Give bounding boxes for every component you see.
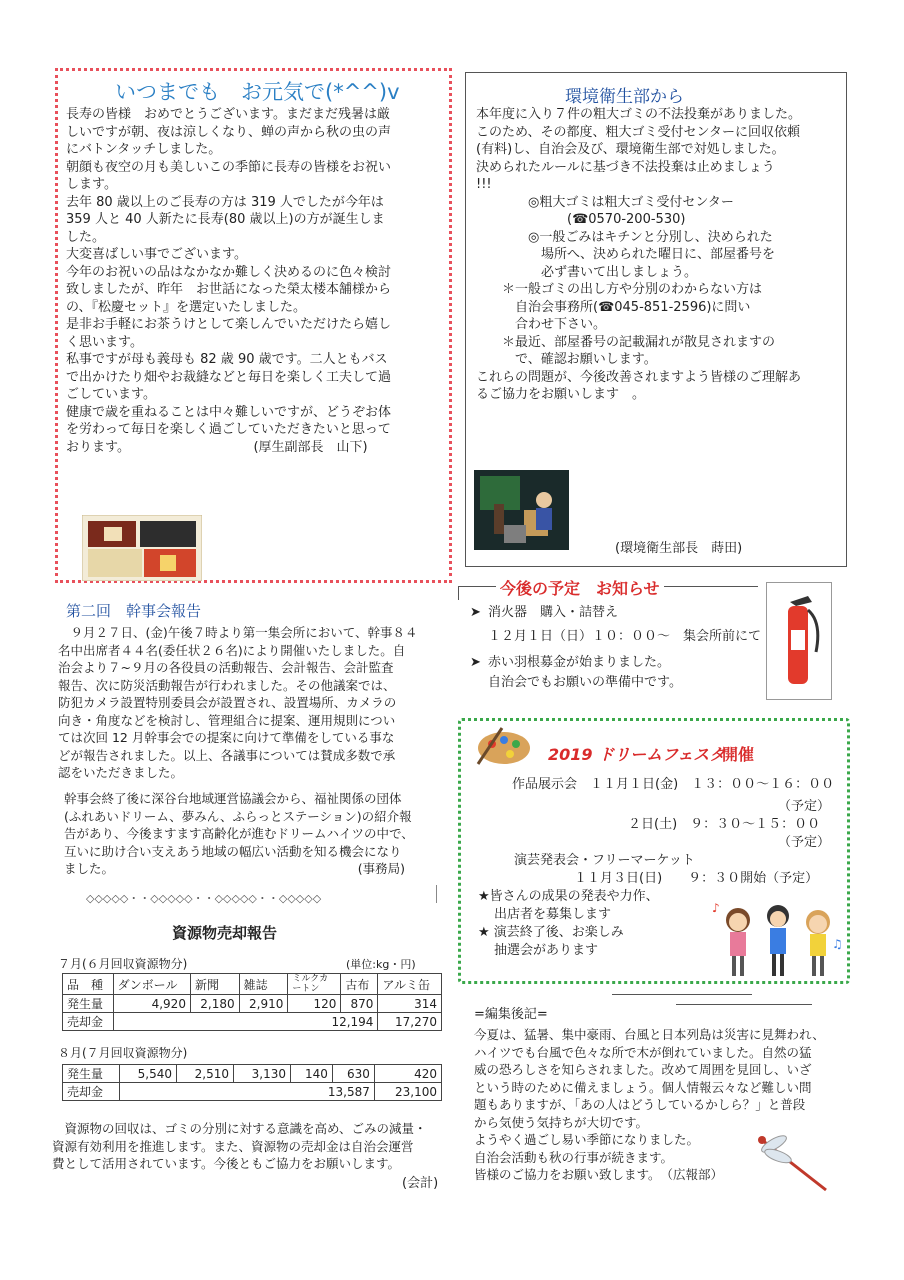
table-row (63, 1083, 442, 1101)
kanji-body (58, 624, 458, 782)
header-cell: ミルクカートン (288, 974, 341, 995)
table-row (63, 995, 442, 1013)
editor-line: 皆様のご協力をお願い致します。 （広報部） (474, 1167, 724, 1182)
editor-line: 題もありますが、「あの人はどうしているかしら？」と普段 (474, 1097, 806, 1112)
env-line: ◎粗大ゴミは粗大ゴミ受付センター (476, 194, 734, 210)
dream-line: （予定） (778, 835, 831, 850)
palette-icon (474, 724, 536, 768)
cell: 5,540 (120, 1065, 177, 1083)
cell: 870 (341, 995, 378, 1013)
gift-box-image (82, 515, 202, 581)
row-label: 売却金 (63, 1083, 120, 1101)
elderly-line: しいですが朝、夜は涼しくなり、蝉の声から秋の虫の声 (66, 124, 392, 140)
elderly-body (66, 106, 446, 456)
dream-note: ★皆さんの成果の発表や力作、 (478, 889, 659, 904)
cell: 4,920 (113, 995, 190, 1013)
header-cell: 雑誌 (239, 974, 288, 995)
kanji-line: ました。 (事務局) (64, 861, 406, 876)
header-cell: アルミ缶 (378, 974, 442, 995)
env-line: 必ず書いて出しましょう。 (476, 264, 698, 280)
resources-line: 費として活用されています。今後ともご協力をお願いします。 (52, 1156, 401, 1171)
elderly-line: ごしています。 (66, 387, 156, 402)
editor-line: から気使う気持ちが大切です。 (474, 1114, 649, 1130)
dream-title-suffix: 開催 (722, 745, 755, 764)
kanji-line: (ふれあいドリーム、夢みん、ふらっとステーション)の紹介報 (64, 808, 412, 824)
kanji-line: 報告、次に防災活動報告が行われました。その他議案では、 (58, 677, 396, 693)
env-line: るご協力をお願いします 。 (476, 387, 646, 402)
dream-line: （予定） (778, 799, 831, 814)
schedule-item: 消火器 購入・詰替え (488, 605, 619, 620)
cell: 3,130 (234, 1065, 291, 1083)
schedule-detail: 自治会でもお願いの準備中です。 (488, 675, 682, 690)
dream-line: 作品展示会 １１月１日(金) １３：００～１６：００ (512, 777, 835, 792)
resources-body (52, 1120, 452, 1173)
kanji-line: 名中出席者４４名(委任状２６名)により開催いたしました。自 (58, 642, 406, 658)
july-table (62, 973, 442, 1031)
resources-line: 資源物の回収は、ゴミの分別に対する意識を高め、ごみの減量・ (52, 1121, 427, 1136)
env-line: 決められたルールに基づき不法投棄は止めましょう (476, 159, 775, 175)
elderly-line: した。 (66, 229, 106, 245)
header-cell: 品 種 (63, 974, 114, 995)
table-row (63, 1013, 442, 1031)
header-cell: ダンボール (113, 974, 190, 995)
env-line: 本年度に入り７件の粗大ゴミの不法投棄がありました。 (476, 107, 802, 122)
svg-text:♪: ♪ (712, 901, 720, 915)
singing-kids-illustration (708, 898, 848, 982)
kanji-body-2 (64, 790, 454, 878)
elderly-line: 朝顔も夜空の月も美しいこの季節に長寿の皆様をお祝い (66, 159, 392, 175)
env-line: !!! (476, 177, 492, 192)
env-line: ◎一般ごみはキチンと分別し、決められた (476, 229, 773, 245)
header-cell: 古布 (341, 974, 378, 995)
aug-label: ８月(７月回収資源物分) (58, 1046, 188, 1060)
divider: ◇◇◇◇◇・・◇◇◇◇◇・・◇◇◇◇◇・・◇◇◇◇◇ (86, 892, 322, 905)
schedule-arrow-icon: ➤ (470, 655, 481, 670)
env-body (476, 106, 844, 404)
env-line: ＊最近、部屋番号の記載漏れが散見されますの (476, 334, 776, 350)
schedule-detail: １２月１日（日）１０：００～ 集会所前にて (488, 629, 762, 644)
dragonfly-icon (752, 1130, 832, 1200)
svg-text:♫: ♫ (832, 937, 843, 951)
dream-note: ★ 演芸終了後、お楽しみ (478, 925, 624, 940)
cell: 23,100 (374, 1083, 441, 1101)
kanji-title: 第二回 幹事会報告 (66, 602, 202, 620)
elderly-line: 致しましたが、昨年 お世話になった榮太楼本舗様から (66, 282, 392, 297)
elderly-line: 359 人と 40 人新たに長寿(80 歳以上)の方が誕生しま (66, 212, 385, 227)
kanji-line: 認をいただきました。 (58, 765, 184, 780)
elderly-line: 健康で歳を重ねることは中々難しいですが、どうぞお体 (66, 404, 392, 420)
schedule-arrow-icon: ➤ (470, 605, 481, 620)
elderly-line: します。 (66, 177, 117, 192)
cell: 314 (378, 995, 442, 1013)
july-label: ７月(６月回収資源物分) (58, 957, 188, 971)
dream-note: 出店者を募集します (494, 907, 612, 922)
elderly-line: 是非お手軽にお茶うけとして楽しんでいただけたら嬉し (66, 317, 392, 332)
elderly-line: 大変喜ばしい事でございます。 (66, 247, 247, 262)
dream-line: ２日(土) ９：３０～１５：００ (628, 817, 821, 832)
cell: 140 (291, 1065, 333, 1083)
editor-line: 威の恐ろしさを知らされました。改めて周囲を見回し、いざ (474, 1062, 812, 1077)
cell: 17,270 (378, 1013, 442, 1031)
kanji-line: 向き・角度などを検討し、管理組合に提案、運用規則につい (58, 712, 396, 728)
dream-note: 抽選会があります (494, 943, 599, 958)
table-row (63, 974, 442, 995)
kanji-line: ９月２７日、(金)午後７時より第一集会所において、幹事８４ (58, 625, 418, 640)
divider-bar (436, 885, 437, 903)
editor-title: =編集後記= (474, 1007, 548, 1022)
dumping-illustration (474, 470, 569, 550)
env-line: 自治会事務所(☎045-851-2596)に問い (476, 299, 751, 315)
elderly-line: く思います。 (66, 334, 143, 350)
dream-line: 演芸発表会・フリーマーケット (514, 853, 695, 868)
elderly-line: おります。 (厚生副部長 山下) (66, 439, 368, 455)
env-line: (☎0570-200-530) (476, 212, 686, 227)
header-cell: 新聞 (190, 974, 239, 995)
kanji-line: どが報告されました。以上、各議事については賛成多数で承 (58, 747, 396, 763)
elderly-line: を労わって毎日を楽しく過ごしていただきたいと思って (66, 422, 391, 437)
elderly-line: 長寿の皆様 おめでとうございます。まだまだ残暑は厳 (66, 107, 390, 122)
env-line: このため、その都度、粗大ゴミ受付センターに回収依頼 (476, 124, 800, 140)
env-line: 場所へ、決められた曜日に、部屋番号を (476, 247, 776, 262)
editor-line: 今夏は、猛暑、集中豪雨、台風と日本列島は災害に見舞われ、 (474, 1027, 825, 1042)
elderly-line: 去年 80 歳以上のご長寿の方は 319 人でしたが今年は (66, 194, 384, 210)
cell: 13,587 (120, 1083, 375, 1101)
resources-line: 資源有効利用を推進します。また、資源物の売却金は自治会運営 (52, 1138, 414, 1154)
kanji-line: ては次回 12 月幹事会での提案に向けて準備をしている事な (58, 730, 395, 745)
row-label: 発生量 (63, 995, 114, 1013)
fire-extinguisher-image (766, 582, 832, 700)
cell: 2,180 (190, 995, 239, 1013)
aug-table (62, 1064, 442, 1101)
cell: 120 (288, 995, 341, 1013)
env-title: 環境衛生部から (565, 87, 684, 107)
row-label: 売却金 (63, 1013, 114, 1031)
env-line: これらの問題が、今後改善されますよう皆様のご理解あ (476, 369, 802, 385)
env-line: 合わせ下さい。 (476, 317, 607, 332)
kanji-line: 告があり、今後ますます高齢化が進むドリームハイツの中で、 (64, 826, 414, 841)
cell: 12,194 (113, 1013, 378, 1031)
row-label: 発生量 (63, 1065, 120, 1083)
elderly-line: 私事ですが母も義母も 82 歳 90 歳です。二人ともバス (66, 352, 388, 367)
table-row (63, 1065, 442, 1083)
env-signature: (環境衛生部長 蒔田) (615, 541, 743, 556)
editor-line: ようやく過ごし易い季節になりました。 (474, 1132, 700, 1147)
schedule-title: 今後の予定 お知らせ (496, 576, 664, 599)
elderly-line: で出かけたり畑やお裁縫などと毎日を楽しく工夫して過 (66, 369, 392, 385)
editor-line: 自治会活動も秋の行事が続きます。 (474, 1149, 674, 1165)
env-line: (有料)し、自治会及び、環境衛生部で対処しました。 (476, 142, 785, 157)
editor-line: という時のために備えましょう。個人情報云々など難しい問 (474, 1079, 812, 1095)
elderly-title: いつまでも お元気で(*^^)v (115, 80, 400, 104)
cell: 2,510 (177, 1065, 234, 1083)
kanji-line: 防犯カメラ設置特別委員会が設置され、設置場所、カメラの (58, 695, 397, 710)
cell: 2,910 (239, 995, 288, 1013)
kanji-line: 治会より７~９月の各役員の活動報告、会計報告、会計監査 (58, 660, 394, 675)
elderly-line: にバトンタッチしました。 (66, 142, 222, 157)
dream-line: １１月３日(日) ９：３０開始（予定） (574, 871, 819, 886)
editor-line: ハイツでも台風で色々な所で木が倒れていました。自然の猛 (474, 1044, 812, 1060)
cell: 630 (332, 1065, 374, 1083)
resources-signature: (会計) (402, 1176, 439, 1191)
dream-title: 2019 ドリームフェスタ (548, 745, 726, 764)
env-line: ＊一般ゴミの出し方や分別のわからない方は (476, 282, 763, 297)
editor-topline (612, 994, 752, 995)
schedule-leftline (458, 586, 459, 600)
kanji-line: 幹事会終了後に深谷台地域運営協議会から、福祉関係の団体 (64, 791, 402, 806)
schedule-item: 赤い羽根募金が始まりました。 (488, 655, 671, 670)
cell: 420 (374, 1065, 441, 1083)
env-line: で、確認お願いします。 (476, 352, 657, 367)
editor-topline-2 (676, 1004, 812, 1005)
elderly-line: の、『松慶セット』を選定いたしました。 (66, 299, 306, 315)
unit-label: (単位:kg・円) (346, 958, 416, 971)
resources-title: 資源物売却報告 (172, 924, 278, 942)
kanji-line: 互いに助け合い支えあう地域の幅広い活動を知る機会になり (64, 843, 402, 859)
elderly-line: 今年のお祝いの品はなかなか難しく決めるのに色々検討 (66, 264, 392, 280)
